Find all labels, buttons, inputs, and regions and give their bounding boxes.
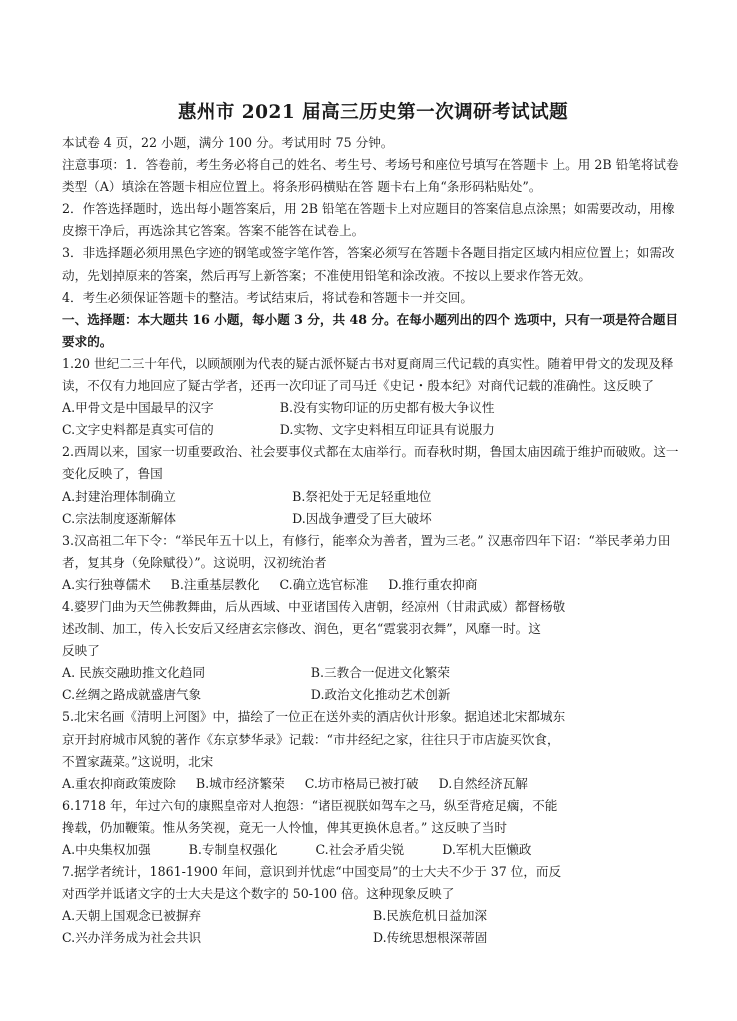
question-7-stem-line-2: 对西学并诋诸文字的士大夫是这个数字的 50-100 倍。这种现象反映了	[62, 886, 455, 902]
question-6-option-d: D.军机大臣懒政	[442, 842, 532, 857]
question-7-option-b: B.民族危机日益加深	[373, 908, 488, 924]
question-6-stem-line-1: 6.1718 年，年过六旬的康熙皇帝对人抱怨：“诸臣视朕如驾车之马，纵至背疮足瘸，不能	[62, 797, 558, 813]
section-heading: 一、选择题：本大题共 16 小题，每小题 3 分，共 48 分。在每小题列出的四个 选项中，只有一项是符合题目要求的。	[62, 311, 679, 349]
question-3-option-c: C.确立选官标准	[279, 576, 369, 592]
question-6-option-a: A.中央集权加强	[62, 842, 151, 857]
question-1-options-row-1	[62, 397, 684, 419]
question-5-option-a: A.重农抑商政策废除	[62, 775, 176, 791]
question-1-option-c: C.文字史料都是真实可信的	[62, 422, 214, 438]
question-7-options-row-2	[62, 927, 684, 949]
question-2-stem: 2.西周以来，国家一切重要政治、社会要事仪式都在太庙举行。而春秋时期，鲁国太庙因疏于维护而破败。这一变化反映了，鲁国	[62, 444, 679, 482]
question-1-option-a: A.甲骨文是中国最早的汉字	[62, 400, 214, 416]
question-5-option-c: C.坊市格局已被打破	[304, 775, 419, 791]
question-4-option-b: B.三教合一促进文化繁荣	[310, 665, 450, 681]
question-6-options-row	[62, 839, 684, 861]
question-1-option-d: D.实物、文字史料相互印证具有说服力	[279, 422, 495, 438]
exam-info: 本试卷 4 页，22 小题，满分 100 分。考试用时 75 分钟。	[62, 135, 394, 150]
question-1-option-b: B.没有实物印证的历史都有极大争议性	[279, 400, 495, 416]
question-4-stem-line-3: 反映了	[62, 643, 100, 659]
question-2-option-b: B.祭祀处于无足轻重地位	[292, 488, 432, 504]
question-5-option-b: B.城市经济繁荣	[195, 775, 285, 791]
question-3-options-row	[62, 574, 684, 596]
question-7-option-c: C.兴办洋务成为社会共识	[62, 930, 202, 946]
page-title: 惠州市 2021 届高三历史第一次调研考试试题	[177, 102, 569, 123]
question-5-option-d: D.自然经济瓦解	[438, 775, 528, 791]
instruction-3: 3．非选择题必须用黑色字迹的钢笔或签字笔作答，答案必须写在答题卡各题目指定区域内相应位置上；如需改动，先划掉原来的答案，然后再写上新答案；不准使用铅笔和涂改液。不按以上要求作答无效。	[62, 245, 675, 283]
question-2-option-d: D.因战争遭受了巨大破坏	[292, 510, 432, 526]
question-6-option-c: C.社会矛盾尖锐	[315, 842, 405, 857]
instruction-2: 2．作答选择题时，选出每小题答案后，用 2B 铅笔在答题卡上对应题目的答案信息点涂黑；如需要改动，用橡皮擦干净后，再选涂其它答案。答案不能答在试卷上。	[62, 201, 675, 239]
question-2-options-row-1	[62, 486, 684, 508]
question-7-options-row-1	[62, 905, 684, 927]
question-7-stem-line-1: 7.据学者统计，1861-1900 年间，意识到并忧虑“中国变局”的士大夫不少于 37 位，而反	[62, 864, 562, 880]
question-7-option-d: D.传统思想根深蒂固	[373, 930, 488, 946]
question-5-stem-line-3: 不置家蔬菜。”这说明，北宋	[62, 753, 214, 769]
question-4-option-a: A. 民族交融助推文化趋同	[62, 665, 206, 681]
question-3-option-b: B.注重基层教化	[170, 576, 260, 592]
question-1-options-row-2	[62, 419, 684, 441]
question-2-option-a: A.封建治理体制确立	[62, 488, 176, 504]
question-4-stem-line-1: 4.婆罗门曲为天竺佛教舞曲，后从西域、中亚诸国传入唐朝，经凉州（甘肃武威）都督杨敬	[62, 598, 566, 614]
question-2-options-row-2	[62, 508, 684, 530]
question-6-stem-line-2: 搀载，仍加鞭策。惟从务笑视，竟无一人怜恤，俾其更换休息者。” 这反映了当时	[62, 819, 507, 835]
question-2-option-c: C.宗法制度逐渐解体	[62, 510, 176, 526]
question-1-stem: 1.20 世纪二三十年代，以顾颉刚为代表的疑古派怀疑古书对夏商周三代记载的真实性。随着甲骨文的发现及释读，不仅有力地回应了疑古学者，还再一次印证了司马迁《史记・殷本纪》对商代记载的准确性。这反映了	[62, 355, 674, 394]
question-4-stem-line-2: 述改制、加工，传入长安后又经唐玄宗修改、润色，更名“霓裳羽衣舞”，风靡一时。这	[62, 621, 541, 637]
question-4-options-row-2	[62, 684, 684, 706]
question-3-option-d: D.推行重农抑商	[388, 576, 478, 592]
question-5-stem-line-1: 5.北宋名画《清明上河图》中，描绘了一位正在送外卖的酒店伙计形象。据追述北宋都城东	[62, 709, 566, 725]
question-3-option-a: A.实行独尊儒术	[62, 576, 151, 592]
instruction-1: 注意事项：1．答卷前，考生务必将自己的姓名、考生号、考场号和座位号填写在答题卡 上。用 2B 铅笔将试卷类型（A）填涂在答题卡相应位置上。将条形码横贴在答 题卡右上角“条形码粘贴处”。	[62, 157, 679, 195]
question-3-stem: 3.汉高祖二年下令：“举民年五十以上，有修行，能率众为善者，置为三老。” 汉惠帝四年下诏：“举民孝弟力田者，复其身（免除赋役）”。这说明，汉初统治者	[62, 532, 671, 570]
question-7-option-a: A.天朝上国观念已被摒弃	[62, 908, 202, 924]
instruction-4: 4．考生必须保证答题卡的整洁。考试结束后，将试卷和答题卡一并交回。	[62, 289, 474, 305]
question-4-option-c: C.丝绸之路成就盛唐气象	[62, 687, 202, 703]
question-5-stem-line-2: 京开封府城市风貌的著作《东京梦华录》记载：“市井经纪之家，往往只于市店旋买饮食，	[62, 731, 560, 747]
question-5-options-row	[62, 773, 684, 795]
question-4-option-d: D.政治文化推动艺术创新	[310, 687, 451, 703]
question-6-option-b: B.专制皇权强化	[188, 842, 278, 857]
question-4-options-row-1	[62, 662, 684, 684]
exam-page	[62, 98, 684, 949]
